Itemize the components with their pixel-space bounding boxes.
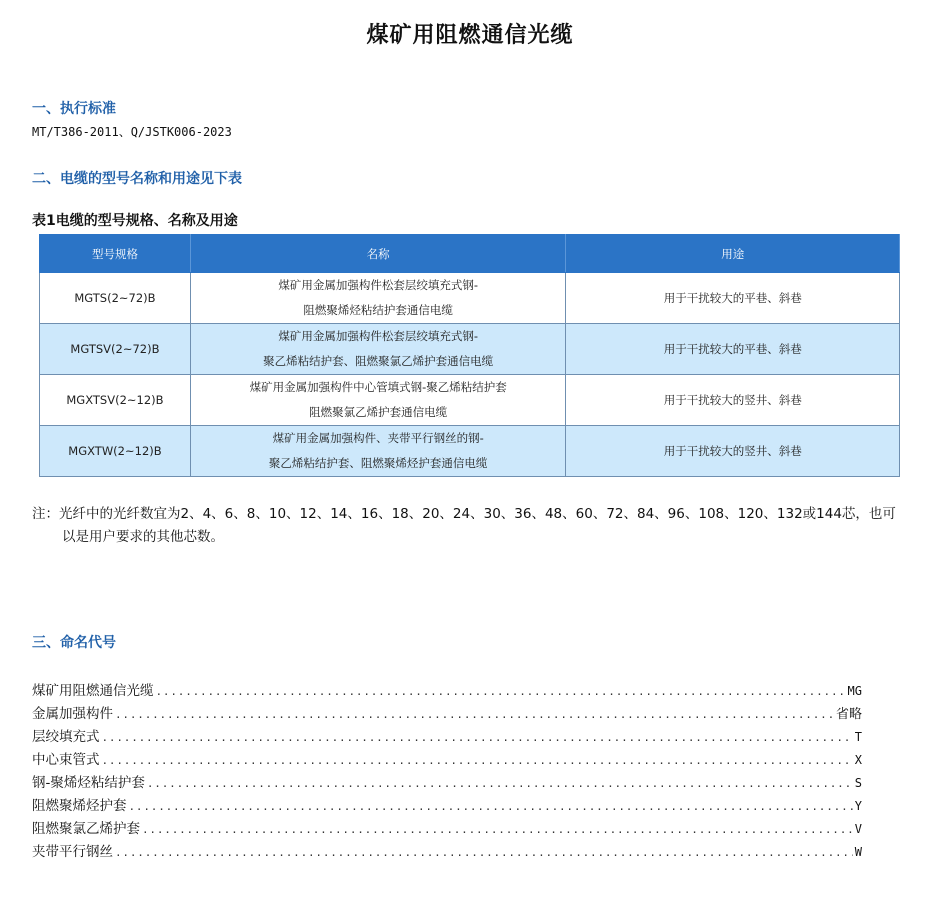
cell-name (190, 273, 566, 324)
leader-dots (115, 846, 853, 859)
name-line: 煤矿用金属加强构件、夹带平行钢丝的钢- (272, 431, 484, 445)
section-heading-standards: 一、执行标准 (32, 101, 116, 117)
list-item (32, 794, 862, 817)
page-title: 煤矿用阻燃通信光缆 (366, 23, 574, 48)
leader-dots (102, 731, 853, 744)
cell-usage: 用于干扰较大的竖井、斜巷 (566, 375, 900, 426)
section-heading-naming: 三、命名代号 (32, 635, 116, 651)
name-line: 聚乙烯粘结护套、阻燃聚氯乙烯护套通信电缆 (263, 354, 494, 368)
name-line: 煤矿用金属加强构件中心管填式钢-聚乙烯粘结护套 (249, 380, 507, 394)
list-item (32, 771, 862, 794)
item-code: Y (854, 799, 862, 813)
cell-name (190, 324, 566, 375)
fiber-count-note (32, 503, 902, 549)
table-row (40, 426, 900, 477)
note-line: 注：光纤中的光纤数宜为2、4、6、8、10、12、14、16、18、20、24、30、36、48、60、72、84、96、108、120、132或144芯，也可 (32, 506, 896, 522)
item-label: 夹带平行钢丝 (32, 844, 113, 860)
item-label: 层绞填充式 (32, 729, 100, 745)
list-item (32, 725, 862, 748)
leader-dots (142, 823, 853, 836)
item-label: 煤矿用阻燃通信光缆 (32, 683, 154, 699)
item-code: S (854, 776, 862, 790)
naming-code-list (32, 679, 862, 863)
cell-model: MGTSV(2~72)B (40, 324, 191, 375)
item-label: 阻燃聚氯乙烯护套 (32, 821, 140, 837)
item-label: 金属加强构件 (32, 706, 113, 722)
leader-dots (115, 708, 834, 721)
name-line: 煤矿用金属加强构件松套层绞填充式钢- (278, 329, 478, 343)
name-line: 煤矿用金属加强构件松套层绞填充式钢- (278, 278, 478, 292)
name-line: 阻燃聚烯烃粘结护套通信电缆 (303, 303, 453, 317)
item-code: 省略 (835, 707, 862, 722)
item-code: X (854, 753, 862, 767)
leader-dots (156, 685, 846, 698)
cell-usage: 用于干扰较大的竖井、斜巷 (566, 426, 900, 477)
table-row (40, 375, 900, 426)
spec-table (39, 234, 900, 477)
cell-name (190, 375, 566, 426)
item-code: T (854, 730, 862, 744)
item-code: V (854, 822, 862, 836)
table-row (40, 273, 900, 324)
list-item (32, 840, 862, 863)
item-label: 中心束管式 (32, 752, 100, 768)
table-header-row (40, 235, 900, 273)
item-code: MG (847, 684, 862, 698)
cell-usage: 用于干扰较大的平巷、斜巷 (566, 273, 900, 324)
name-line: 聚乙烯粘结护套、阻燃聚烯烃护套通信电缆 (268, 456, 488, 470)
list-item (32, 817, 862, 840)
section-heading-models: 二、电缆的型号名称和用途见下表 (32, 171, 242, 187)
name-line: 阻燃聚氯乙烯护套通信电缆 (309, 405, 448, 419)
leader-dots (102, 754, 853, 767)
list-item (32, 702, 862, 725)
cell-name (190, 426, 566, 477)
list-item (32, 679, 862, 702)
leader-dots (147, 777, 853, 790)
item-code: W (854, 845, 862, 859)
header-name: 名称 (190, 235, 566, 273)
leader-dots (129, 800, 853, 813)
cell-usage: 用于干扰较大的平巷、斜巷 (566, 324, 900, 375)
table-row (40, 324, 900, 375)
list-item (32, 748, 862, 771)
note-line: 以是用户要求的其他芯数。 (62, 529, 224, 545)
table-caption: 表1电缆的型号规格、名称及用途 (32, 213, 238, 229)
header-model: 型号规格 (40, 235, 191, 273)
standards-text: MT/T386-2011、Q/JSTK006-2023 (32, 125, 232, 139)
cell-model: MGXTSV(2~12)B (40, 375, 191, 426)
header-usage: 用途 (566, 235, 900, 273)
item-label: 阻燃聚烯烃护套 (32, 798, 127, 814)
cell-model: MGTS(2~72)B (40, 273, 191, 324)
cell-model: MGXTW(2~12)B (40, 426, 191, 477)
item-label: 钢-聚烯烃粘结护套 (32, 775, 145, 791)
